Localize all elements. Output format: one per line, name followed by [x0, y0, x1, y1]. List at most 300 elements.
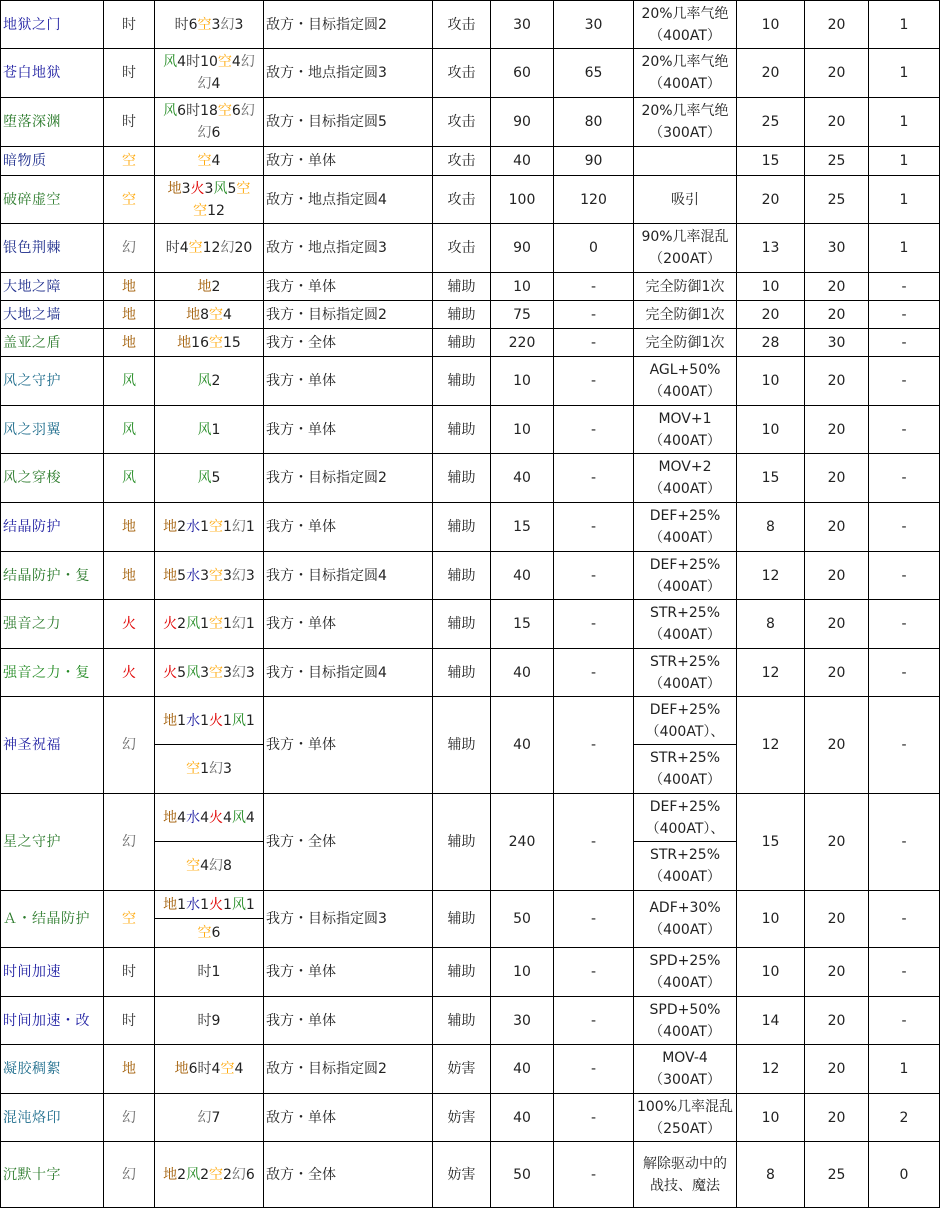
effect-cell — [634, 794, 737, 842]
power-cell: - — [554, 552, 634, 600]
range-cell: 20 — [805, 1094, 869, 1142]
type-cell: 辅助 — [433, 649, 491, 697]
requirement-cell — [155, 1094, 264, 1142]
element-symbol: 空 — [209, 664, 223, 681]
attribute-cell: 地 — [104, 503, 155, 552]
table-row — [1, 697, 940, 745]
element-symbol: 空 — [197, 925, 212, 941]
count-cell: - — [869, 649, 940, 697]
ep-cell: 40 — [491, 454, 554, 503]
ep-cell: 40 — [491, 649, 554, 697]
element-count: 3 — [181, 180, 191, 197]
element-symbol: 空 — [193, 202, 208, 219]
spell-name: 风之羽翼 — [1, 406, 104, 454]
count-cell: - — [869, 503, 940, 552]
element-symbol: 地 — [163, 712, 178, 729]
spell-name: 风之穿梭 — [1, 454, 104, 503]
element-count: 2 — [211, 278, 221, 295]
requirement-line — [156, 807, 262, 829]
delay-cell: 13 — [737, 224, 805, 273]
element-symbol: 风 — [197, 470, 212, 486]
element-count: 1 — [245, 519, 255, 535]
effect-line: （400AT） — [649, 27, 721, 44]
table-row — [1, 224, 940, 273]
delay-cell: 20 — [737, 301, 805, 329]
effect-cell — [634, 273, 737, 301]
effect-line: （400AT） — [649, 76, 721, 92]
count-cell: - — [869, 273, 940, 301]
requirement-line — [156, 73, 262, 95]
ep-cell: 90 — [491, 224, 554, 273]
attribute-cell: 幻 — [104, 794, 155, 891]
requirement-line — [156, 276, 262, 298]
power-cell: - — [554, 329, 634, 357]
element-count: 10 — [200, 54, 218, 70]
element-symbol: 风 — [197, 421, 212, 438]
ep-cell: 100 — [491, 176, 554, 224]
target-cell: 我方・单体 — [264, 697, 433, 794]
element-count: 2 — [177, 519, 187, 535]
requirement-cell — [155, 842, 264, 891]
effect-cell — [634, 406, 737, 454]
effect-line: 90%几率混乱 — [641, 229, 729, 245]
count-cell: - — [869, 552, 940, 600]
ep-cell: 40 — [491, 552, 554, 600]
element-symbol: 地 — [163, 519, 178, 535]
ep-cell: 10 — [491, 406, 554, 454]
effect-cell — [634, 948, 737, 997]
type-cell: 攻击 — [433, 176, 491, 224]
element-symbol: 火 — [163, 664, 178, 681]
spell-name: 凝胶稠絮 — [1, 1045, 104, 1094]
table-row — [1, 948, 940, 997]
effect-line: （200AT） — [649, 251, 721, 267]
element-count: 1 — [223, 712, 232, 729]
effect-cell — [634, 745, 737, 794]
element-count: 2 — [200, 1166, 209, 1183]
count-cell: - — [869, 697, 940, 794]
range-cell: 20 — [805, 503, 869, 552]
spell-name: 地狱之门 — [1, 1, 104, 49]
effect-cell — [634, 301, 737, 329]
element-count: 1 — [245, 712, 255, 729]
requirement-line — [156, 961, 262, 983]
delay-cell: 15 — [737, 794, 805, 891]
spell-name: 堕落深渊 — [1, 98, 104, 147]
requirement-line — [156, 710, 262, 732]
requirement-cell — [155, 503, 264, 552]
attribute-cell: 风 — [104, 357, 155, 406]
table-row — [1, 1142, 940, 1208]
requirement-cell — [155, 600, 264, 649]
effect-cell — [634, 997, 737, 1045]
requirement-line — [156, 516, 262, 538]
element-symbol: 时 — [186, 103, 201, 119]
element-symbol: 地 — [197, 278, 212, 295]
element-count: 1 — [245, 896, 255, 913]
effect-line: 战技、魔法 — [650, 1177, 720, 1194]
element-symbol: 风 — [186, 664, 201, 681]
range-cell: 20 — [805, 406, 869, 454]
ep-cell: 40 — [491, 1045, 554, 1094]
range-cell: 30 — [805, 329, 869, 357]
spell-name: 苍白地狱 — [1, 49, 104, 98]
type-cell: 辅助 — [433, 454, 491, 503]
element-symbol: 地 — [163, 809, 178, 826]
ep-cell: 240 — [491, 794, 554, 891]
table-row — [1, 1094, 940, 1142]
power-cell: - — [554, 891, 634, 948]
effect-cell — [634, 1094, 737, 1142]
delay-cell: 20 — [737, 49, 805, 98]
type-cell: 辅助 — [433, 600, 491, 649]
spell-name: 时间加速 — [1, 948, 104, 997]
range-cell: 20 — [805, 357, 869, 406]
element-count: 2 — [211, 373, 221, 389]
table-row — [1, 1045, 940, 1094]
target-cell: 我方・单体 — [264, 948, 433, 997]
attribute-cell: 时 — [104, 49, 155, 98]
table-row — [1, 98, 940, 147]
spell-name: 沉默十字 — [1, 1142, 104, 1208]
count-cell: 1 — [869, 176, 940, 224]
spell-name: 暗物质 — [1, 147, 104, 176]
effect-line: （300AT） — [649, 125, 721, 141]
target-cell: 敌方・地点指定圆4 — [264, 176, 433, 224]
spell-name: 强音之力 — [1, 600, 104, 649]
element-symbol: 空 — [209, 1166, 223, 1183]
element-count: 3 — [223, 567, 232, 584]
element-count: 3 — [223, 664, 232, 681]
table-row — [1, 794, 940, 842]
delay-cell: 12 — [737, 1045, 805, 1094]
power-cell: - — [554, 503, 634, 552]
delay-cell: 10 — [737, 357, 805, 406]
element-count: 2 — [177, 1166, 187, 1183]
target-cell: 敌方・地点指定圆3 — [264, 49, 433, 98]
type-cell: 妨害 — [433, 1142, 491, 1208]
element-count: 4 — [211, 1061, 221, 1077]
element-symbol: 时 — [197, 964, 212, 980]
element-symbol: 地 — [177, 334, 192, 351]
effect-line: （400AT） — [649, 384, 721, 400]
power-cell: - — [554, 406, 634, 454]
power-cell: - — [554, 997, 634, 1045]
count-cell: 2 — [869, 1094, 940, 1142]
power-cell: 80 — [554, 98, 634, 147]
range-cell: 25 — [805, 147, 869, 176]
delay-cell: 12 — [737, 697, 805, 794]
element-symbol: 时 — [197, 1012, 212, 1029]
range-cell: 20 — [805, 1, 869, 49]
element-symbol: 幻 — [231, 664, 246, 681]
element-symbol: 时 — [165, 240, 180, 256]
requirement-line — [156, 565, 262, 587]
target-cell: 我方・单体 — [264, 997, 433, 1045]
requirement-line — [156, 14, 262, 36]
element-count: 1 — [177, 896, 187, 913]
power-cell: - — [554, 1045, 634, 1094]
effect-line: STR+25% — [649, 847, 720, 863]
effect-cell — [634, 552, 737, 600]
range-cell: 20 — [805, 301, 869, 329]
effect-line: （400AT） — [649, 975, 721, 991]
range-cell: 20 — [805, 997, 869, 1045]
element-count: 3 — [245, 567, 255, 584]
type-cell: 辅助 — [433, 697, 491, 794]
requirement-cell — [155, 891, 264, 919]
effect-line: 完全防御1次 — [645, 278, 725, 295]
type-cell: 辅助 — [433, 301, 491, 329]
count-cell: 1 — [869, 147, 940, 176]
element-count: 16 — [191, 334, 209, 351]
delay-cell: 20 — [737, 176, 805, 224]
requirement-cell — [155, 794, 264, 842]
requirement-line — [156, 304, 262, 326]
power-cell: - — [554, 357, 634, 406]
requirement-cell — [155, 697, 264, 745]
element-count: 1 — [200, 616, 209, 632]
element-symbol: 风 — [186, 616, 201, 632]
attribute-cell: 风 — [104, 406, 155, 454]
requirement-line — [156, 200, 262, 222]
range-cell: 20 — [805, 794, 869, 891]
spell-table-body — [1, 1, 940, 1208]
power-cell: - — [554, 697, 634, 794]
effect-line: （400AT） — [649, 869, 721, 885]
count-cell: - — [869, 948, 940, 997]
spell-name: 强音之力・复 — [1, 649, 104, 697]
element-symbol: 幻 — [197, 1109, 212, 1126]
element-symbol: 火 — [163, 616, 178, 632]
requirement-line — [156, 922, 262, 944]
table-row — [1, 147, 940, 176]
element-symbol: 风 — [186, 1166, 201, 1183]
element-symbol: 幻 — [231, 567, 246, 584]
element-count: 1 — [177, 712, 187, 729]
element-count: 4 — [234, 1061, 244, 1077]
type-cell: 辅助 — [433, 794, 491, 891]
count-cell: - — [869, 329, 940, 357]
attribute-cell: 地 — [104, 273, 155, 301]
effect-line: （400AT） — [649, 578, 721, 595]
effect-line: （400AT） — [649, 772, 721, 788]
type-cell: 攻击 — [433, 147, 491, 176]
type-cell: 攻击 — [433, 1, 491, 49]
requirement-line — [156, 1010, 262, 1032]
attribute-cell: 空 — [104, 891, 155, 948]
requirement-cell — [155, 1045, 264, 1094]
element-symbol: 地 — [186, 306, 201, 323]
element-count: 18 — [200, 103, 218, 119]
type-cell: 辅助 — [433, 948, 491, 997]
power-cell: - — [554, 1142, 634, 1208]
element-symbol: 火 — [209, 712, 223, 729]
effect-cell — [634, 649, 737, 697]
table-row — [1, 49, 940, 98]
spell-name: 时间加速・改 — [1, 997, 104, 1045]
element-count: 2 — [177, 616, 187, 632]
element-count: 1 — [200, 519, 209, 535]
target-cell: 我方・单体 — [264, 600, 433, 649]
element-count: 5 — [211, 470, 221, 486]
power-cell: - — [554, 649, 634, 697]
count-cell: - — [869, 406, 940, 454]
count-cell: - — [869, 454, 940, 503]
element-count: 1 — [223, 616, 232, 632]
requirement-cell — [155, 454, 264, 503]
effect-cell — [634, 357, 737, 406]
count-cell: 0 — [869, 1142, 940, 1208]
element-count: 1 — [223, 519, 232, 535]
effect-line: （400AT） — [649, 675, 721, 692]
effect-cell — [634, 176, 737, 224]
effect-line: 吸引 — [671, 191, 699, 208]
ep-cell: 50 — [491, 1142, 554, 1208]
element-symbol: 空 — [209, 519, 223, 535]
requirement-cell — [155, 147, 264, 176]
element-count: 1 — [245, 616, 255, 632]
count-cell: - — [869, 600, 940, 649]
requirement-cell — [155, 745, 264, 794]
ep-cell: 10 — [491, 357, 554, 406]
requirement-cell — [155, 997, 264, 1045]
effect-cell — [634, 1, 737, 49]
type-cell: 辅助 — [433, 273, 491, 301]
element-symbol: 风 — [213, 180, 228, 197]
element-count: 7 — [211, 1109, 221, 1126]
power-cell: - — [554, 273, 634, 301]
power-cell: - — [554, 301, 634, 329]
type-cell: 辅助 — [433, 406, 491, 454]
ep-cell: 30 — [491, 1, 554, 49]
spell-name: 结晶防护 — [1, 503, 104, 552]
delay-cell: 10 — [737, 406, 805, 454]
element-symbol: 空 — [188, 240, 203, 256]
delay-cell: 10 — [737, 948, 805, 997]
element-symbol: 幻 — [220, 16, 235, 33]
target-cell: 我方・单体 — [264, 273, 433, 301]
element-count: 12 — [207, 202, 225, 219]
element-count: 6 — [211, 925, 221, 941]
requirement-cell — [155, 1142, 264, 1208]
table-row — [1, 1, 940, 49]
table-row — [1, 649, 940, 697]
delay-cell: 12 — [737, 552, 805, 600]
requirement-line — [156, 758, 262, 780]
element-symbol: 空 — [220, 1061, 235, 1077]
attribute-cell: 幻 — [104, 697, 155, 794]
element-symbol: 空 — [217, 54, 232, 70]
effect-line: MOV+1 — [658, 410, 712, 427]
ep-cell: 30 — [491, 997, 554, 1045]
element-symbol: 水 — [186, 809, 201, 826]
effect-cell — [634, 1142, 737, 1208]
element-count: 4 — [245, 809, 255, 826]
element-symbol: 空 — [197, 153, 212, 169]
power-cell: - — [554, 454, 634, 503]
table-row — [1, 600, 940, 649]
element-symbol: 火 — [190, 180, 205, 197]
target-cell: 我方・全体 — [264, 329, 433, 357]
table-row — [1, 329, 940, 357]
element-symbol: 空 — [236, 180, 251, 197]
element-count: 3 — [245, 664, 255, 681]
count-cell: - — [869, 997, 940, 1045]
effect-cell — [634, 1045, 737, 1094]
effect-line: 20%几率气绝 — [641, 103, 729, 119]
element-count: 20 — [234, 240, 253, 256]
ep-cell: 40 — [491, 147, 554, 176]
delay-cell: 10 — [737, 1094, 805, 1142]
type-cell: 攻击 — [433, 98, 491, 147]
element-count: 4 — [179, 240, 189, 256]
element-symbol: 地 — [167, 180, 182, 197]
effect-cell — [634, 147, 737, 176]
delay-cell: 15 — [737, 454, 805, 503]
range-cell: 20 — [805, 891, 869, 948]
target-cell: 敌方・目标指定圆5 — [264, 98, 433, 147]
effect-line: STR+25% — [649, 653, 720, 670]
element-symbol: 风 — [231, 809, 246, 826]
effect-line: SPD+25% — [649, 953, 721, 969]
element-count: 3 — [200, 664, 209, 681]
effect-cell — [634, 891, 737, 948]
type-cell: 辅助 — [433, 503, 491, 552]
effect-line: （400AT） — [649, 922, 721, 938]
table-row — [1, 503, 940, 552]
count-cell: - — [869, 357, 940, 406]
range-cell: 25 — [805, 176, 869, 224]
requirement-line — [156, 467, 262, 489]
type-cell: 辅助 — [433, 552, 491, 600]
attribute-cell: 地 — [104, 329, 155, 357]
effect-line: 解除驱动中的 — [643, 1155, 727, 1172]
element-count: 1 — [200, 761, 209, 777]
type-cell: 辅助 — [433, 357, 491, 406]
element-count: 3 — [204, 180, 214, 197]
target-cell: 我方・单体 — [264, 503, 433, 552]
range-cell: 20 — [805, 98, 869, 147]
spell-name: 破碎虚空 — [1, 176, 104, 224]
power-cell: 120 — [554, 176, 634, 224]
effect-cell — [634, 697, 737, 745]
element-symbol: 时 — [174, 16, 189, 33]
element-count: 4 — [200, 809, 209, 826]
element-symbol: 地 — [163, 896, 178, 913]
type-cell: 攻击 — [433, 224, 491, 273]
count-cell: - — [869, 891, 940, 948]
range-cell: 20 — [805, 948, 869, 997]
power-cell: - — [554, 948, 634, 997]
requirement-line — [156, 100, 262, 122]
element-symbol: 火 — [209, 809, 223, 826]
element-symbol: 空 — [197, 16, 212, 33]
target-cell: 敌方・单体 — [264, 1094, 433, 1142]
requirement-cell — [155, 224, 264, 273]
ep-cell: 15 — [491, 503, 554, 552]
attribute-cell: 地 — [104, 1045, 155, 1094]
element-symbol: 地 — [163, 1166, 178, 1183]
element-count: 6 — [211, 125, 221, 141]
requirement-line — [156, 1107, 262, 1129]
element-symbol: 幻 — [240, 103, 255, 119]
effect-cell — [634, 842, 737, 891]
requirement-line — [156, 894, 262, 916]
range-cell: 20 — [805, 697, 869, 794]
power-cell: - — [554, 794, 634, 891]
delay-cell: 8 — [737, 1142, 805, 1208]
